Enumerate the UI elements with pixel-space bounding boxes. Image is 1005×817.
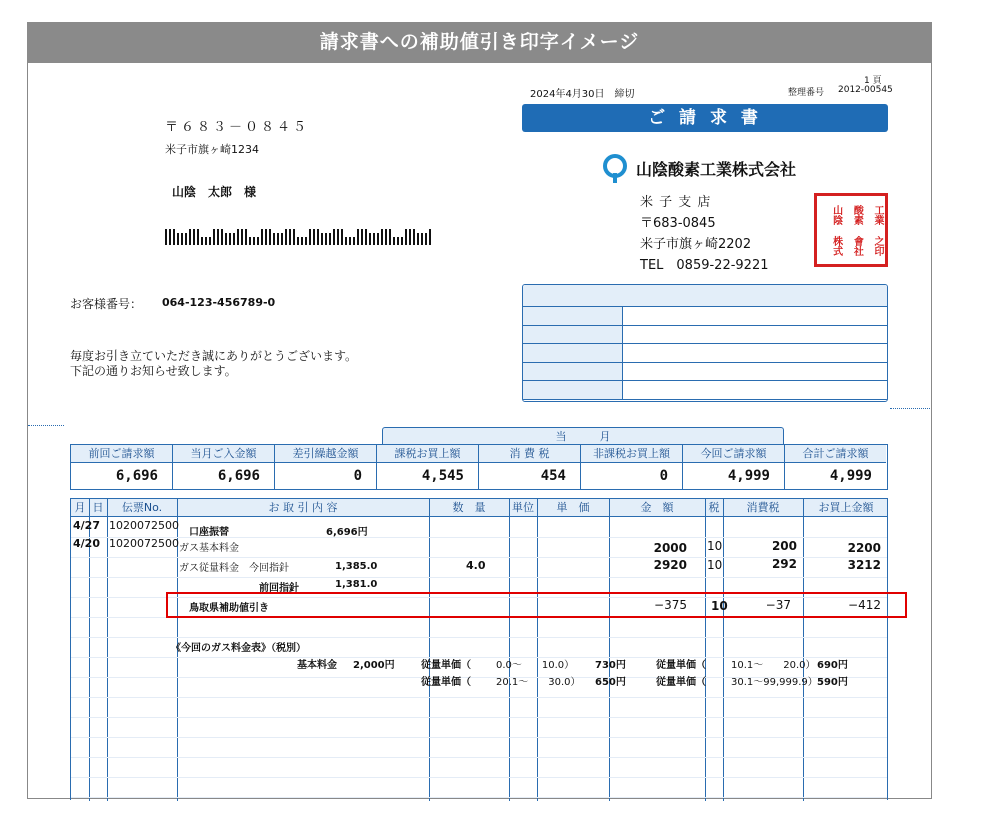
discount-desc: 鳥取県補助値引き <box>189 603 269 614</box>
summary-col <box>173 445 275 489</box>
greeting-line-1: 毎度お引き立ていただき誠にありがとうございます。 <box>70 349 358 363</box>
rate-price: 690円 <box>817 660 848 671</box>
summary-value: 4,999 <box>829 468 872 484</box>
barcode-bar <box>241 229 243 245</box>
detail-header: 月 <box>74 501 86 514</box>
barcode-bar <box>345 237 347 245</box>
row-total: 2200 <box>847 541 881 555</box>
row-desc-sub: 6,696円 <box>326 527 368 538</box>
branch-name: 米 子 支 店 <box>640 195 712 210</box>
rate-price: 730円 <box>595 660 626 671</box>
barcode-bar <box>305 237 307 245</box>
barcode-bar <box>381 229 383 245</box>
customer-postal: 〒６８３－０８４５ <box>165 120 310 135</box>
barcode-bar <box>365 229 367 245</box>
row-ctax: 200 <box>771 539 797 553</box>
summary-col <box>785 445 886 489</box>
summary-col <box>71 445 173 489</box>
summary-header: 合計ご請求額 <box>785 445 886 463</box>
seal-char: 之印 <box>871 235 883 256</box>
rate-range: 20.1～ 30.0） <box>496 677 581 688</box>
detail-header: 税 <box>708 501 720 514</box>
barcode-bar <box>197 229 199 245</box>
barcode-bar <box>229 233 231 245</box>
barcode-bar <box>417 233 419 245</box>
column-divider <box>509 499 510 801</box>
customer-name: 山陰 太郎 様 <box>172 185 257 199</box>
rate-label: 従量単価（ <box>656 677 706 688</box>
barcode-bar <box>373 233 375 245</box>
column-divider <box>705 499 706 801</box>
doc-no: 2012-00545 <box>838 85 893 95</box>
row-amount: 2920 <box>653 558 687 572</box>
summary-col <box>377 445 479 489</box>
barcode-bar <box>349 237 351 245</box>
summary-header: 消 費 税 <box>479 445 580 463</box>
doc-no-label: 整理番号 <box>788 88 825 98</box>
summary-header: 課税お買上額 <box>377 445 478 463</box>
barcode-bar <box>337 229 339 245</box>
summary-value: 6,696 <box>217 468 260 484</box>
detail-header: お 取 引 内 容 <box>268 501 338 514</box>
barcode-bar <box>185 233 187 245</box>
rate-range: 0.0～ 10.0） <box>496 660 575 671</box>
row-date: 4/20 <box>73 537 100 550</box>
barcode-bar <box>293 229 295 245</box>
detail-header: 消費税 <box>746 501 780 514</box>
barcode-bar <box>221 229 223 245</box>
barcode-bar <box>421 233 423 245</box>
barcode-bar <box>413 229 415 245</box>
seal-char: 會社 <box>851 235 863 256</box>
rate-label: 従量単価（ <box>421 660 471 671</box>
barcode-bar <box>181 233 183 245</box>
rate-base-label: 基本料金 <box>297 660 337 671</box>
summary-value: 0 <box>659 468 668 484</box>
company-logo-icon <box>600 153 630 183</box>
barcode-bar <box>249 237 251 245</box>
postal-barcode <box>165 229 437 245</box>
summary-col <box>581 445 683 489</box>
notice-row <box>523 381 887 400</box>
barcode-bar <box>301 237 303 245</box>
barcode-bar <box>201 237 203 245</box>
barcode-bar <box>281 233 283 245</box>
barcode-bar <box>361 229 363 245</box>
detail-header: 単 価 <box>556 501 590 514</box>
barcode-bar <box>429 229 431 245</box>
branch-tel: TEL 0859-22-9221 <box>640 258 769 273</box>
notice-row <box>523 363 887 382</box>
detail-header: 日 <box>92 501 104 514</box>
row-desc: ガス基本料金 <box>179 543 239 554</box>
barcode-bar <box>401 237 403 245</box>
invoice-title: ご 請 求 書 <box>522 104 888 132</box>
barcode-bar <box>325 233 327 245</box>
barcode-bar <box>193 229 195 245</box>
barcode-bar <box>377 233 379 245</box>
barcode-bar <box>309 229 311 245</box>
row-guide <box>71 757 887 758</box>
notice-box <box>522 284 888 402</box>
rate-price: 650円 <box>595 677 626 688</box>
branch-postal: 〒683-0845 <box>640 216 716 231</box>
summary-value: 454 <box>540 468 566 484</box>
row-slip: 1020072500 <box>109 519 179 532</box>
summary-header: 今回ご請求額 <box>683 445 784 463</box>
barcode-bar <box>289 229 291 245</box>
barcode-bar <box>225 233 227 245</box>
rate-title: 《今回のガス料金表》（税別） <box>171 643 306 654</box>
notice-row <box>523 344 887 363</box>
barcode-bar <box>169 229 171 245</box>
barcode-bar <box>397 237 399 245</box>
row-desc: 口座振替 <box>189 527 229 538</box>
barcode-bar <box>393 237 395 245</box>
barcode-bar <box>329 233 331 245</box>
row-slip: 1020072500 <box>109 537 179 550</box>
detail-header: 伝票No. <box>121 501 163 514</box>
column-divider <box>609 499 610 801</box>
seal-char: 酸素 <box>851 204 863 225</box>
summary-col <box>275 445 377 489</box>
barcode-bar <box>245 229 247 245</box>
barcode-bar <box>265 229 267 245</box>
row-qty: 4.0 <box>466 559 486 572</box>
fold-mark-right <box>890 408 930 409</box>
company-seal <box>814 193 888 267</box>
summary-table <box>70 444 888 490</box>
summary-header: 当月ご入金額 <box>173 445 274 463</box>
discount-amount: −375 <box>654 598 687 612</box>
detail-header: お買上金額 <box>818 501 874 514</box>
rate-price: 590円 <box>817 677 848 688</box>
discount-ctax: −37 <box>765 598 791 612</box>
row-amount: 2000 <box>653 541 687 555</box>
row-ctax: 292 <box>771 557 797 571</box>
customer-address: 米子市旗ヶ崎1234 <box>165 143 259 156</box>
barcode-bar <box>257 237 259 245</box>
barcode-bar <box>317 229 319 245</box>
rate-label: 従量単価（ <box>656 660 706 671</box>
page-number: 1 頁 <box>864 76 882 86</box>
barcode-bar <box>261 229 263 245</box>
barcode-bar <box>177 233 179 245</box>
barcode-bar <box>297 237 299 245</box>
barcode-bar <box>341 229 343 245</box>
barcode-bar <box>253 237 255 245</box>
barcode-bar <box>237 229 239 245</box>
summary-col <box>683 445 785 489</box>
row-desc-sub: 1,381.0 <box>335 579 378 590</box>
barcode-bar <box>353 237 355 245</box>
summary-value: 4,999 <box>727 468 770 484</box>
customer-no-label: お客様番号： <box>70 297 143 311</box>
barcode-bar <box>313 229 315 245</box>
row-guide <box>71 797 887 798</box>
row-tax: 10 <box>707 558 723 572</box>
barcode-bar <box>405 229 407 245</box>
seal-char: 株式 <box>830 235 842 256</box>
barcode-bar <box>205 237 207 245</box>
company-name: 山陰酸素工業株式会社 <box>636 160 797 179</box>
summary-col <box>479 445 581 489</box>
barcode-bar <box>389 229 391 245</box>
banner-title: 請求書への補助値引き印字イメージ <box>27 22 932 63</box>
barcode-bar <box>273 233 275 245</box>
row-guide <box>71 777 887 778</box>
rate-range: 30.1～99,999.9） <box>731 677 818 688</box>
fold-mark-left <box>28 425 64 426</box>
notice-row <box>523 307 887 326</box>
greeting-line-2: 下記の通りお知らせ致します。 <box>70 364 237 378</box>
barcode-bar <box>173 229 175 245</box>
row-guide <box>71 577 887 578</box>
discount-total: −412 <box>848 598 881 612</box>
rate-range: 10.1～ 20.0） <box>731 660 816 671</box>
row-desc: ガス従量料金 今回指針 <box>179 563 289 574</box>
summary-header: 前回ご請求額 <box>71 445 172 463</box>
barcode-bar <box>357 229 359 245</box>
row-desc-sub: 1,385.0 <box>335 561 378 572</box>
notice-row <box>523 326 887 345</box>
rate-label: 従量単価（ <box>421 677 471 688</box>
barcode-bar <box>385 229 387 245</box>
row-guide <box>71 737 887 738</box>
customer-no: 064-123-456789-0 <box>162 296 276 309</box>
barcode-bar <box>189 229 191 245</box>
row-total: 3212 <box>847 558 881 572</box>
closing-date: 2024年4月30日 締切 <box>530 89 635 100</box>
row-desc: 前回指針 <box>259 583 299 594</box>
row-guide <box>71 717 887 718</box>
seal-char: 山陰 <box>830 204 842 225</box>
rate-base-value: 2,000円 <box>353 660 395 671</box>
discount-highlight <box>166 592 907 618</box>
detail-header: 数 量 <box>452 501 486 514</box>
barcode-bar <box>369 233 371 245</box>
summary-value: 6,696 <box>115 468 158 484</box>
barcode-bar <box>217 229 219 245</box>
summary-header: 差引繰越金額 <box>275 445 376 463</box>
barcode-bar <box>233 233 235 245</box>
barcode-bar <box>269 229 271 245</box>
barcode-bar <box>425 233 427 245</box>
discount-tax: 10 <box>711 599 728 613</box>
barcode-bar <box>165 229 167 245</box>
barcode-bar <box>277 233 279 245</box>
row-guide <box>71 697 887 698</box>
row-date: 4/27 <box>73 519 100 532</box>
detail-table <box>70 498 888 800</box>
barcode-bar <box>409 229 411 245</box>
row-tax: 10 <box>707 539 723 553</box>
summary-value: 4,545 <box>421 468 464 484</box>
barcode-bar <box>213 229 215 245</box>
column-divider <box>537 499 538 801</box>
barcode-bar <box>209 237 211 245</box>
barcode-bar <box>285 229 287 245</box>
barcode-bar <box>321 233 323 245</box>
summary-group-label: 当 月 <box>382 427 784 445</box>
summary-value: 0 <box>353 468 362 484</box>
summary-header: 非課税お買上額 <box>581 445 682 463</box>
seal-char: 工業 <box>871 204 883 225</box>
detail-header: 単位 <box>512 501 534 514</box>
row-guide <box>71 637 887 638</box>
barcode-bar <box>333 229 335 245</box>
detail-header: 金 額 <box>640 501 674 514</box>
branch-address: 米子市旗ヶ崎2202 <box>640 237 752 252</box>
